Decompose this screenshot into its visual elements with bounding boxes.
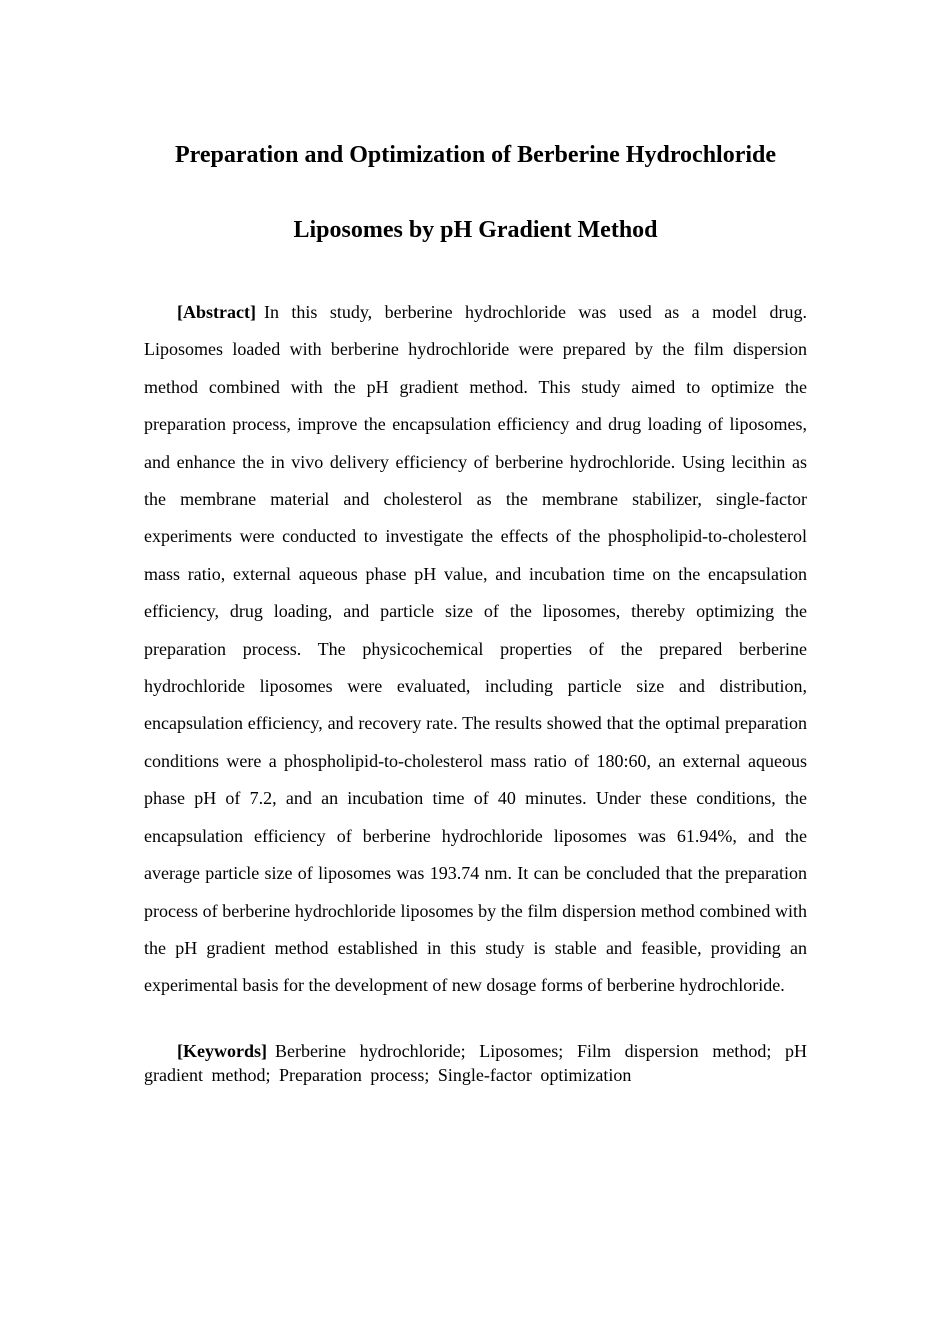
keywords-label: [Keywords] [177, 1040, 267, 1061]
abstract-paragraph [144, 294, 807, 1005]
paper-title [144, 118, 807, 268]
abstract-text: In this study, berberine hydrochloride was used as a model drug. Liposomes loaded with berberine hydrochloride were prepared by the film dispersion method combined with the pH gradient method. This study aimed to optimize the preparation process, improve the encapsulation efficiency and drug loading of liposomes, and enhance the in vivo delivery efficiency of berberine hydrochloride. Using lecithin as the membrane material and cholesterol as the membrane stabilizer, single-factor experiments were conducted to investigate the effects of the phospholipid-to-cholesterol mass ratio, external aqueous phase pH value, and incubation time on the encapsulation efficiency, drug loading, and particle size of the liposomes, thereby optimizing the preparation process. The physicochemical properties of the prepared berberine hydrochloride liposomes were evaluated, including particle size and distribution, encapsulation efficiency, and recovery rate. The results showed that the optimal preparation conditions were a phospholipid-to-cholesterol mass ratio of 180:60, an external aqueous phase pH of 7.2, and an incubation time of 40 minutes. Under these conditions, the encapsulation efficiency of berberine hydrochloride liposomes was 61.94%, and the average particle size of liposomes was 193.74 nm. It can be concluded that the preparation process of berberine hydrochloride liposomes by the film dispersion method combined with the pH gradient method established in this study is stable and feasible, providing an experimental basis for the development of new dosage forms of berberine hydrochloride. [144, 302, 807, 996]
title-line-2: Liposomes by pH Gradient Method [293, 217, 658, 243]
keywords-paragraph [144, 1039, 807, 1087]
document-page [144, 118, 807, 1087]
title-line-1: Preparation and Optimization of Berberine Hydrochloride [174, 142, 777, 168]
keywords-text: Berberine hydrochloride; Liposomes; Film dispersion method; pH gradient method; Preparation process; Single-factor optimization [144, 1040, 807, 1085]
abstract-label: [Abstract] [177, 302, 256, 322]
